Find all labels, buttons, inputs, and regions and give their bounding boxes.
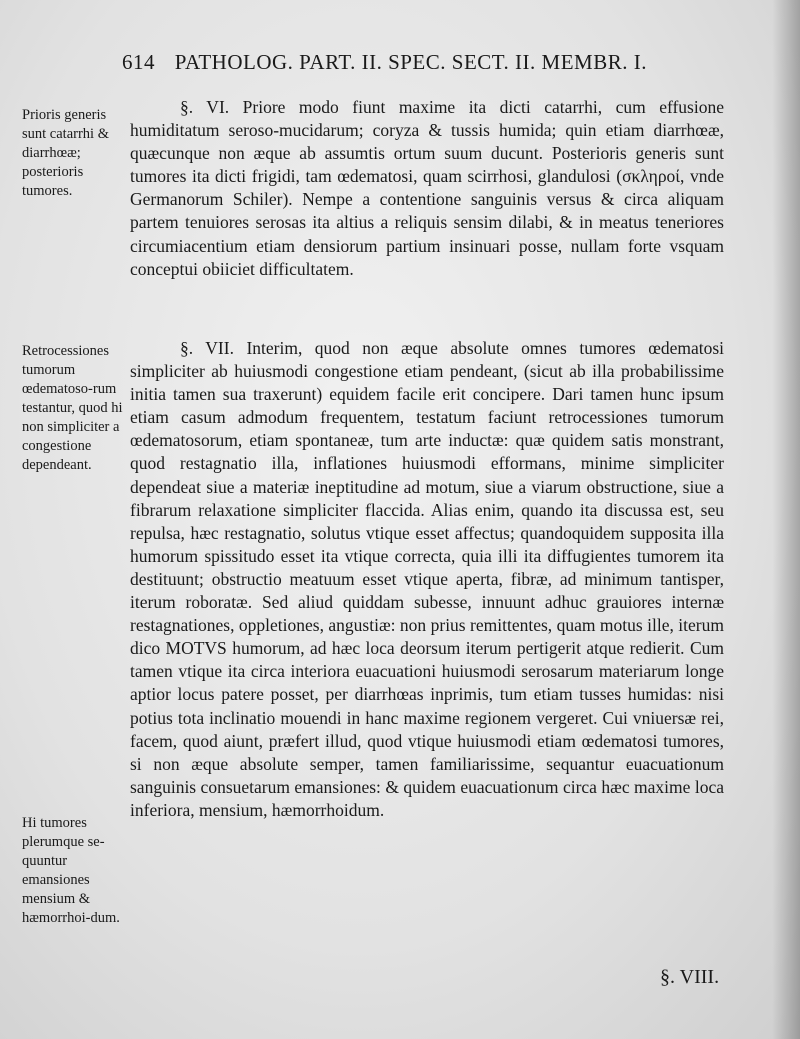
section-mark-vi: §. VI. [180,97,230,117]
running-title: PATHOLOG. PART. II. SPEC. SECT. II. MEMBR. I. [174,50,647,74]
margin-note-3: Hi tumores plerumque se-quuntur emansiones mensium & hæmorrhoi-dum. [22,815,120,926]
page-number: 614 [122,50,155,74]
page-edge-shadow [772,0,800,1039]
margin-note-1: Prioris generis sunt catarrhi & diarrhœæ; posterioris tumores. [22,107,109,199]
section-vi-text: Priore modo fiunt maxime ita dicti catarrhi, cum effusione humiditatum seroso-mucidarum; coryza & tussis humida; quin etiam diarrhœæ, quæcunque non æque ab assumtis ortum suum ducunt. Posterioris generis sunt tumores ita dicti frigidi, tam œdematosi, quam scirrhosi, glandulosi (σκληροί, vnde Germanorum Schiler). Nempe a contentione sanguinis versus & circa aliquam partem tenuiores serosas ita altius a reliquis sensim dilabi, & in meatus teneriores circumiacentium etiam densiorum partium insinuari posse, nullam forte vsquam conceptui obiiciet difficultatem. [130,97,724,279]
margin-note-2: Retrocessiones tumorum œdematoso-rum testantur, quod hi non simpliciter a congestione dependeant. [22,343,123,473]
section-vii [130,337,724,822]
section-mark-vii: §. VII. [180,338,234,358]
section-vi [130,96,724,281]
catchword: §. VIII. [660,966,720,988]
running-header [122,50,722,75]
section-vii-text: Interim, quod non æque absolute omnes tumores œdematosi simpliciter ab huiusmodi congestione etiam pendeant, (sicut ab illa probabilissime initia tamen sua traxerunt) equidem facile erit concipere. Dari tamen hunc ipsum etiam casum admodum frequentem, testatum faciunt retrocessiones tumorum œdematosorum, etiam spontaneæ, tum arte inductæ: quæ quidem satis monstrant, quod restagnatio illa, inflationes huiusmodi efformans, minime simpliciter dependeat siue a materiæ ineptitudine ad motum, siue a viarum obstructione, siue a fibrarum relaxatione simpliciter flaccida. Alias enim, quando ita discussa est, seu repulsa, hæc restagnatio, solutus vtique esset affectus; quandoquidem supposita illa humorum spissitudo esset ita vtique correcta, quia illi ita diffugientes tumorem ita destituunt; obstructio meatuum esset vtique aperta, fibræ, ad minimum tantisper, iterum roboratæ. Sed aliud quiddam subesse, innuunt adhuc grauiores internæ restagnationes, oppletiones, angustiæ: non prius remittentes, quam motus ille, iterum dico MOTVS humorum, ad hæc loca deorsum iterum pertigerit atque redierit. Cum tamen vtique ita circa interiora euacuationi huiusmodi serosarum materiarum longe aptior locus patere posset, per diarrhœas inprimis, tum etiam tusses humidas: nisi potius tota inclinatio mouendi in hanc maxime regionem vergeret. Cui vniuersæ rei, facem, quod aiunt, præfert illud, quod vtique huiusmodi etiam œdematosi tumores, si non æque absolute semper, tamen familiarissime, sequantur euacuationum sanguinis consuetarum emansiones: & quidem euacuationum circa hæc maxime loca inferiora, mensium, hæmorrhoidum. [130,338,725,820]
